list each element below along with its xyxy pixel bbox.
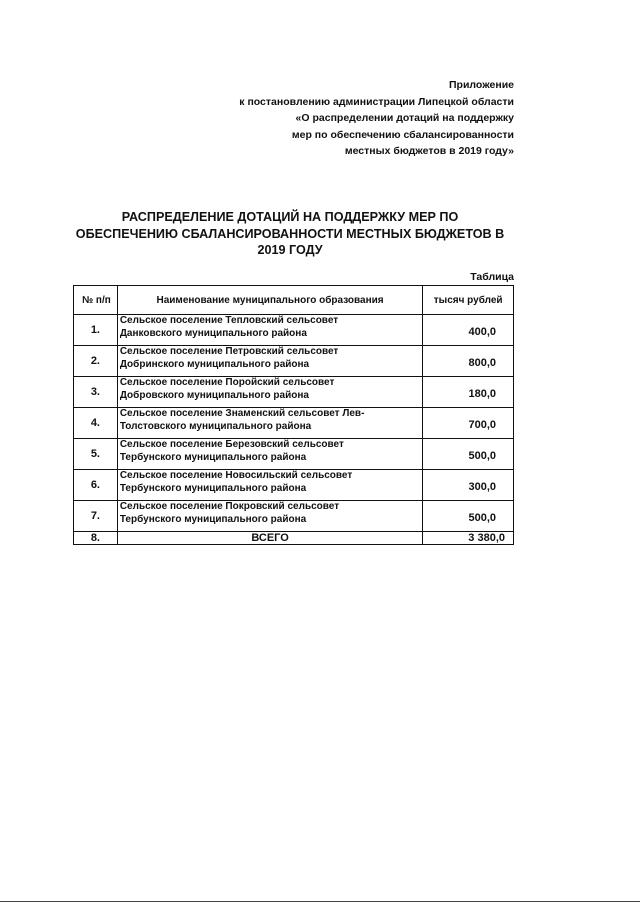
table-row xyxy=(74,346,514,377)
row-name-line: Тербунского муниципального района xyxy=(119,513,307,525)
table-row xyxy=(74,439,514,470)
appendix-line: к постановлению администрации Липецкой области xyxy=(239,95,514,108)
row-name xyxy=(117,501,423,532)
row-name xyxy=(117,408,423,439)
row-number: 5. xyxy=(74,439,118,470)
appendix-line: местных бюджетов в 2019 году» xyxy=(344,145,514,157)
row-amount: 300,0 xyxy=(423,470,514,501)
table-row xyxy=(74,501,514,532)
row-name-line: Сельское поселение Покровский сельсовет xyxy=(119,501,340,512)
row-name-line: Сельское поселение Знаменский сельсовет Лев- xyxy=(119,408,365,419)
row-amount: 500,0 xyxy=(423,439,514,470)
appendix-line: мер по обеспечению сбалансированности xyxy=(291,128,514,141)
row-name-line: Сельское поселение Новосильский сельсовет xyxy=(119,470,353,481)
header-number: № п/п xyxy=(74,286,118,315)
row-name xyxy=(117,315,423,346)
table-row xyxy=(74,408,514,439)
row-name xyxy=(117,439,423,470)
row-amount: 180,0 xyxy=(423,377,514,408)
row-name-line: Сельское поселение Березовский сельсовет xyxy=(119,439,344,450)
table-total-row xyxy=(74,532,514,545)
row-name-line: Сельское поселение Тепловский сельсовет xyxy=(119,315,339,326)
table-label: Таблица xyxy=(470,271,514,283)
row-name-line: Добровского муниципального района xyxy=(119,389,309,401)
total-number: 8. xyxy=(74,532,118,545)
row-name-line: Толстовского муниципального района xyxy=(119,420,312,432)
distribution-table xyxy=(73,285,514,545)
table-row xyxy=(74,315,514,346)
row-name xyxy=(117,470,423,501)
row-name-line: Данковского муниципального района xyxy=(119,327,307,339)
row-number: 2. xyxy=(74,346,118,377)
total-amount: 3 380,0 xyxy=(423,532,514,545)
total-label: ВСЕГО xyxy=(117,532,423,545)
row-number: 4. xyxy=(74,408,118,439)
header-amount: тысяч рублей xyxy=(423,286,514,315)
table-row xyxy=(74,470,514,501)
page-bottom-border xyxy=(0,901,640,902)
row-name xyxy=(117,377,423,408)
title-line: 2019 ГОДУ xyxy=(257,243,323,257)
row-name-line: Тербунского муниципального района xyxy=(119,451,307,463)
row-amount: 500,0 xyxy=(423,501,514,532)
document-title xyxy=(70,209,510,259)
row-name-line: Тербунского муниципального района xyxy=(119,482,307,494)
appendix-block xyxy=(239,77,514,160)
row-number: 3. xyxy=(74,377,118,408)
row-number: 6. xyxy=(74,470,118,501)
row-number: 7. xyxy=(74,501,118,532)
title-line: РАСПРЕДЕЛЕНИЕ ДОТАЦИЙ НА ПОДДЕРЖКУ МЕР ПО xyxy=(121,210,459,224)
row-name-line: Сельское поселение Поройский сельсовет xyxy=(119,377,335,388)
row-amount: 800,0 xyxy=(423,346,514,377)
row-name-line: Добринского муниципального района xyxy=(119,358,310,370)
row-amount: 700,0 xyxy=(423,408,514,439)
table-row xyxy=(74,377,514,408)
appendix-line: «О распределении дотаций на поддержку xyxy=(295,112,514,124)
title-line: ОБЕСПЕЧЕНИЮ СБАЛАНСИРОВАННОСТИ МЕСТНЫХ БЮДЖЕТОВ В xyxy=(75,226,505,241)
row-name-line: Сельское поселение Петровский сельсовет xyxy=(119,346,339,357)
row-number: 1. xyxy=(74,315,118,346)
row-amount: 400,0 xyxy=(423,315,514,346)
table-header-row xyxy=(74,286,514,315)
row-name xyxy=(117,346,423,377)
appendix-line: Приложение xyxy=(448,79,514,91)
header-name: Наименование муниципального образования xyxy=(117,286,423,315)
